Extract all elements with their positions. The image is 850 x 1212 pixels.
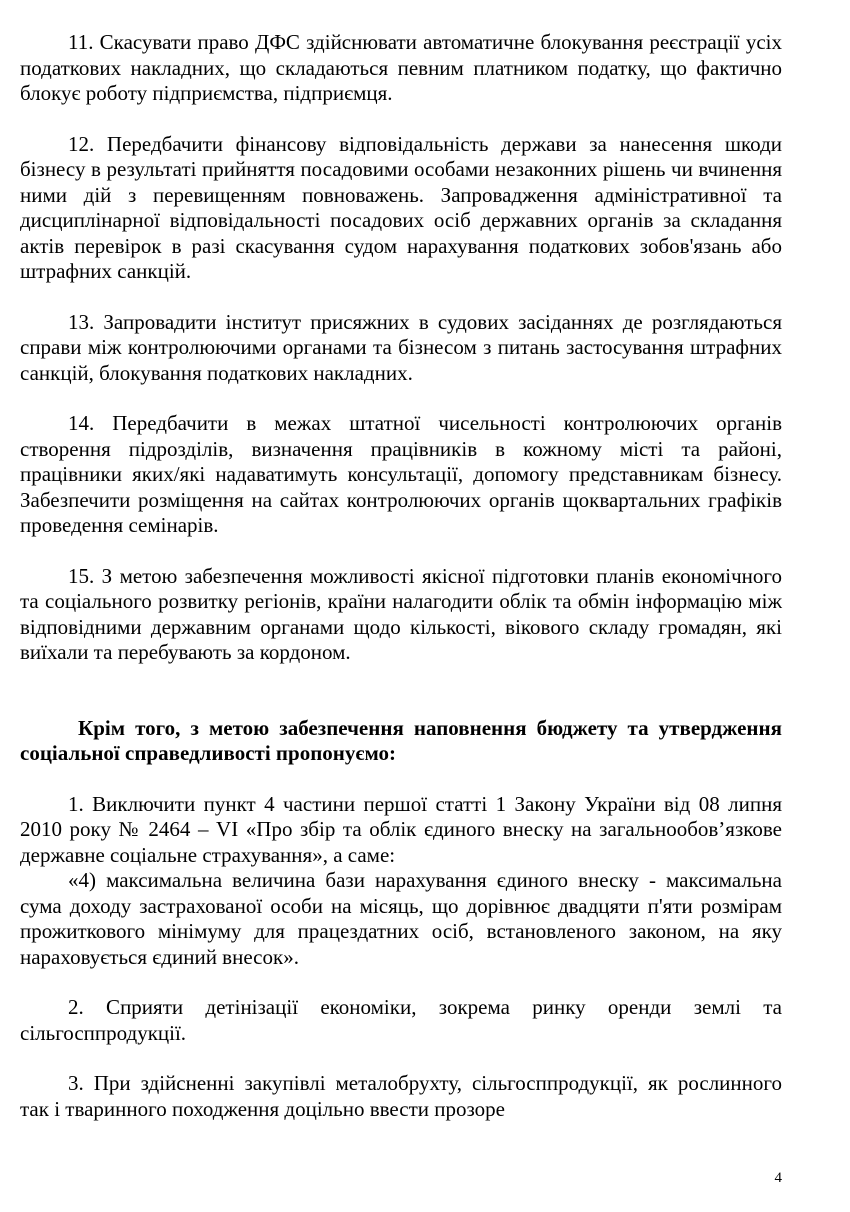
- document-page: [20, 30, 782, 1122]
- section-heading: Крім того, з метою забезпечення наповнення бюджету та утвердження соціальної справедливості пропонуємо:: [20, 715, 782, 765]
- paragraph-item-14: 14. Передбачити в межах штатної чисельності контролюючих органів створення підрозділів, визначення працівників в кожному місті та районі, працівники яких/які надаватимуть консультації, допомогу представникам бізнесу. Забезпечити розміщення на сайтах контролюючих органів щоквартальних графіків проведення семінарів.: [20, 411, 782, 537]
- paragraph-proposal-3: 3. При здійсненні закупівлі металобрухту, сільгосппродукції, як рослинного так і тваринного походження доцільно ввести прозоре: [20, 1071, 782, 1121]
- paragraph-item-12: 12. Передбачити фінансову відповідальність держави за нанесення шкоди бізнесу в результаті прийняття посадовими особами незаконних рішень чи вчинення ними дій з перевищенням повноважень. Запровадження адміністративної та дисциплінарної відповідальності посадових осіб державних органів за складання актів перевірок в разі скасування судом нарахування податкових зобов'язань або штрафних санкцій.: [20, 131, 782, 283]
- page-number: 4: [774, 1170, 782, 1186]
- paragraph-proposal-1: 1. Виключити пункт 4 частини першої статті 1 Закону України від 08 липня 2010 року № 2464 – VI «Про збір та облік єдиного внеску на загальнообов’язкове державне соціальне страхування», а саме:: [20, 791, 782, 867]
- paragraph-item-11: 11. Скасувати право ДФС здійснювати автоматичне блокування реєстрації усіх податкових накладних, що складаються певним платником податку, що фактично блокує роботу підприємства, підприємця.: [20, 30, 782, 105]
- paragraph-item-13: 13. Запровадити інститут присяжних в судових засіданнях де розглядаються справи між контролюючими органами та бізнесом з питань застосування штрафних санкцій, блокування податкових накладних.: [20, 309, 782, 385]
- paragraph-proposal-1-quote: «4) максимальна величина бази нарахування єдиного внеску - максимальна сума доходу застрахованої особи на місяць, що дорівнює двадцяти п'яти розмірам прожиткового мінімуму для працездатних осіб, встановленого законом, на яку нараховується єдиний внесок».: [20, 868, 782, 969]
- paragraph-item-15: 15. З метою забезпечення можливості якісної підготовки планів економічного та соціального розвитку регіонів, країни налагодити облік та обмін інформацію між відповідними державним органами щодо кількості, вікового складу громадян, які виїхали та перебувають за кордоном.: [20, 563, 782, 664]
- paragraph-proposal-2: 2. Сприяти детінізації економіки, зокрема ринку оренди землі та сільгосппродукції.: [20, 995, 782, 1045]
